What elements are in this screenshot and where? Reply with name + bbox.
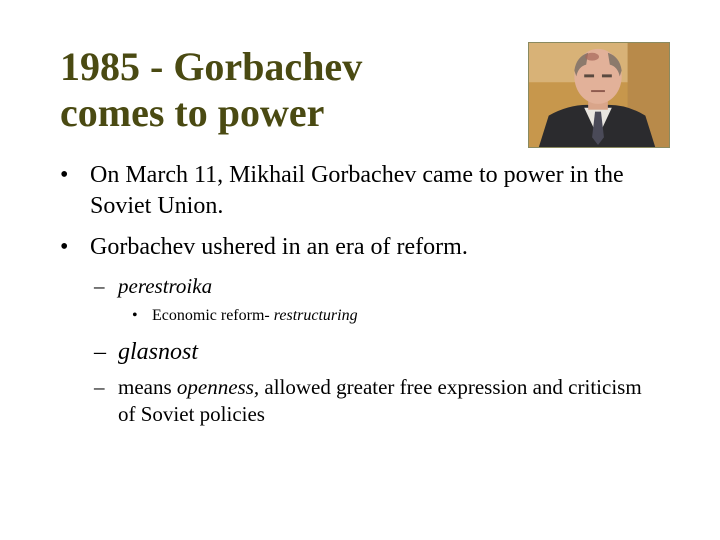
- portrait-drawing: [529, 43, 669, 147]
- sub-bullet-perestroika: [60, 273, 660, 300]
- restructuring-term: restructuring: [273, 307, 358, 324]
- means-text: means: [118, 375, 177, 399]
- bullet-mark: •: [132, 307, 138, 324]
- dash-mark: –: [94, 375, 105, 399]
- bullet-mark: •: [60, 234, 69, 260]
- slide-body: [60, 160, 660, 434]
- bullet-gorbachev-came-to-power: [60, 160, 660, 222]
- bullet-mark: •: [60, 162, 69, 188]
- title-line-1: 1985 - Gorbachev: [60, 44, 363, 89]
- openness-description: allowed greater free expression and criticism of Soviet policies: [118, 375, 642, 426]
- perestroika-term: perestroika: [118, 274, 213, 298]
- sub-bullet-openness: [60, 374, 660, 428]
- bullet-text: On March 11, Mikhail Gorbachev came to power in the Soviet Union.: [90, 162, 624, 219]
- glasnost-term: glasnost: [118, 339, 199, 365]
- dash-mark: –: [94, 274, 105, 298]
- dash-mark: –: [94, 339, 106, 365]
- title-line-2: comes to power: [60, 90, 325, 135]
- openness-term: openness,: [176, 375, 260, 399]
- economic-reform-text: Economic reform-: [152, 307, 274, 324]
- gorbachev-portrait-image: [528, 42, 670, 148]
- sub-bullet-glasnost: [60, 336, 660, 368]
- bullet-text: Gorbachev ushered in an era of reform.: [90, 234, 468, 260]
- sub-sub-bullet-economic-reform: [60, 306, 660, 326]
- bullet-era-of-reform: [60, 232, 660, 263]
- slide-title: [60, 44, 500, 136]
